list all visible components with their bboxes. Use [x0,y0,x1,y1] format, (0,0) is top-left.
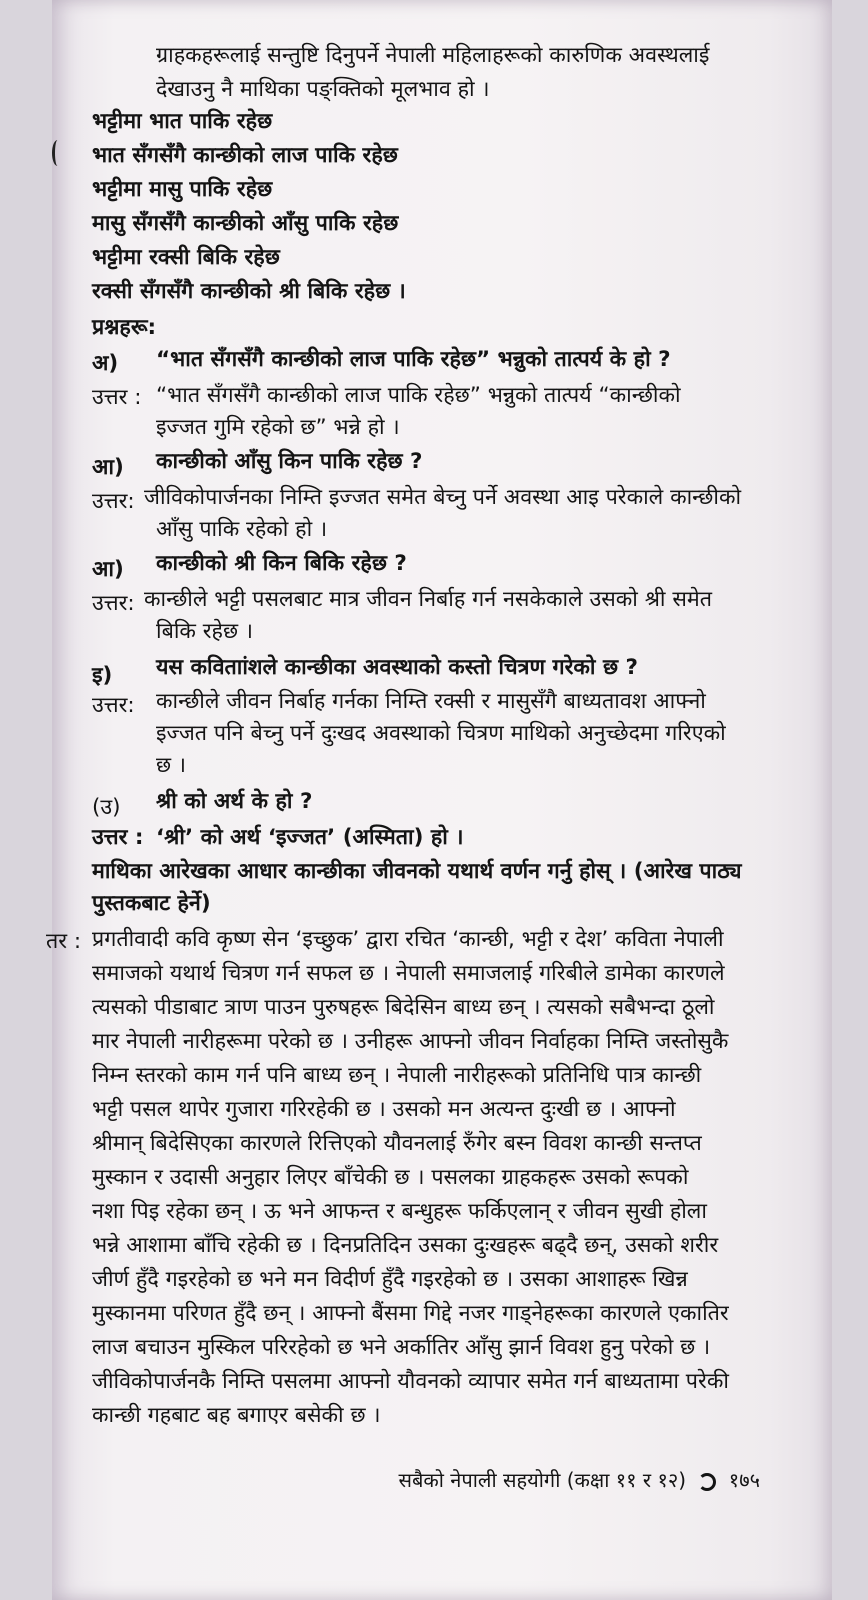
a3-line-2: बिकि रहेछ । [156,619,254,644]
a3-line-1: कान्छीले भट्टी पसलबाट मात्र जीवन निर्बाह गर्न नसकेकाले उसको श्री समेत [144,587,712,612]
a1-label: उत्तर : [92,385,142,410]
a3-label: उत्तर: [92,591,135,616]
a2-line-1: जीविकोपार्जनका निम्ति इज्जत समेत बेच्नु पर्ने अवस्था आइ परेकाले कान्छीको [144,485,742,510]
prompt-line-2: पुस्तकबाट हेर्ने) [92,891,211,916]
questions-heading: प्रश्नहरू: [92,315,157,340]
q1-label: अ) [92,351,119,376]
prompt-line-1: माथिका आरेखका आधार कान्छीका जीवनको यथार्थ वर्णन गर्नु होस् । (आरेख पाठ्य [92,859,742,884]
intro-line-1: ग्राहकहरूलाई सन्तुष्टि दिनुपर्ने नेपाली महिलाहरूको कारुणिक अवस्थलाई [156,43,710,68]
essay-line-13: लाज बचाउन मुस्किल परिरहेको छ भने अर्कातिर आँसु झार्न विवश हुनु परेको छ । [92,1335,711,1360]
poem-line-3: भट्टीमा मासु पाकि रहेछ [92,177,273,202]
a2-line-2: आँसु पाकि रहेको हो । [156,517,328,542]
a1-line-1: “भात सँगसँगै कान्छीको लाज पाकि रहेछ” भन्नुको तात्पर्य “कान्छीको [156,383,681,408]
intro-line-2: देखाउनु नै माथिका पङ्क्तिको मूलभाव हो । [156,77,490,102]
a2-label: उत्तर: [92,489,135,514]
poem-line-6: रक्सी सँगसँगै कान्छीको श्री बिकि रहेछ । [92,279,406,304]
essay-line-14: जीविकोपार्जनकै निम्ति पसलमा आफ्नो यौवनको व्यापार समेत गर्न बाध्यतामा परेकी [92,1369,729,1394]
essay-line-1: प्रगतीवादी कवि कृष्ण सेन ‘इच्छुक’ द्वारा रचित ‘कान्छी, भट्टी र देश’ कविता नेपाली [92,927,724,952]
essay-line-7: श्रीमान् बिदेसिएका कारणले रित्तिएको यौवनलाई रुँगेर बस्न विवश कान्छी सन्तप्त [92,1131,702,1156]
a4-line-1: कान्छीले जीवन निर्बाह गर्नका निम्ति रक्सी र मासुसँगै बाध्यतावश आफ्नो [156,689,706,714]
essay-line-10: भन्ने आशामा बाँचि रहेकी छ । दिनप्रतिदिन उसका दुःखहरू बढ्दै छन्, उसको शरीर [92,1233,719,1258]
margin-mark [52,140,63,166]
poem-line-1: भट्टीमा भात पाकि रहेछ [92,109,273,134]
a5-label: उत्तर : [92,825,144,850]
a1-line-2: इज्जत गुमि रहेको छ” भन्ने हो । [156,415,400,440]
q2-label: आ) [92,455,124,480]
page-number: १७५ [728,1468,760,1492]
q4-label: इ) [92,663,113,688]
essay-line-11: जीर्ण हुँदै गइरहेको छ भने मन विदीर्ण हुँदै गइरहेको छ । उसका आशाहरू खिन्न [92,1267,688,1292]
essay-line-15: कान्छी गहबाट बह बगाएर बसेकी छ । [92,1403,381,1428]
a4-line-2: इज्जत पनि बेच्नु पर्ने दुःखद अवस्थाको चित्रण माथिको अनुच्छेदमा गरिएको [156,721,726,746]
q4-question: यस कविताांशले कान्छीका अवस्थाको कस्तो चित्रण गरेको छ ? [156,655,639,680]
q2-question: कान्छीको आँसु किन पाकि रहेछ ? [156,449,423,474]
q5-question: श्री को अर्थ के हो ? [156,789,313,814]
essay-line-2: समाजको यथार्थ चित्रण गर्न सफल छ । नेपाली समाजलाई गरिबीले डामेका कारणले [92,961,725,986]
essay-line-8: मुस्कान र उदासी अनुहार लिएर बाँचेकी छ । पसलका ग्राहकहरू उसको रूपको [92,1165,689,1190]
q5-label: (उ) [92,795,121,820]
poem-line-4: मासु सँगसँगै कान्छीको आँसु पाकि रहेछ [92,211,399,236]
textbook-page [46,0,832,1600]
essay-line-12: मुस्कानमा परिणत हुँदै छन् । आफ्नो बैंसमा गिद्दे नजर गाड्नेहरूका कारणले एकातिर [92,1301,729,1326]
a5-line-1: ‘श्री’ को अर्थ ‘इज्जत’ (अस्मिता) हो । [156,825,464,850]
q3-question: कान्छीको श्री किन बिकि रहेछ ? [156,551,407,576]
essay-line-9: नशा पिइ रहेका छन् । ऊ भने आफन्त र बन्धुहरू फर्किएलान् र जीवन सुखी होला [92,1199,707,1224]
poem-line-5: भट्टीमा रक्सी बिकि रहेछ [92,245,280,270]
a4-line-3: छ । [156,753,187,778]
book-title: सबैको नेपाली सहयोगी (कक्षा ११ र १२) [398,1468,687,1492]
essay-line-5: निम्न स्तरको काम गर्न पनि बाध्य छन् । नेपाली नारीहरूको प्रतिनिधि पात्र कान्छी [92,1063,702,1088]
essay-line-3: त्यसको पीडाबाट त्राण पाउन पुरुषहरू बिदेसिन बाध्य छन् । त्यसको सबैभन्दा ठूलो [92,995,715,1020]
footer-bullet-icon [698,1473,716,1491]
essay-label: तर : [46,929,82,954]
page-footer [398,1466,760,1493]
essay-line-6: भट्टी पसल थापेर गुजारा गरिरहेकी छ । उसको मन अत्यन्त दुःखी छ । आफ्नो [92,1097,676,1122]
q3-label: आ) [92,557,124,582]
essay-line-4: मार नेपाली नारीहरूमा परेको छ । उनीहरू आफ्नो जीवन निर्वाहका निम्ति जस्तोसुकै [92,1029,729,1054]
a4-label: उत्तर: [92,693,135,718]
poem-line-2: भात सँगसँगै कान्छीको लाज पाकि रहेछ [92,143,398,168]
q1-question: “भात सँगसँगै कान्छीको लाज पाकि रहेछ” भन्नुको तात्पर्य के हो ? [156,347,671,372]
